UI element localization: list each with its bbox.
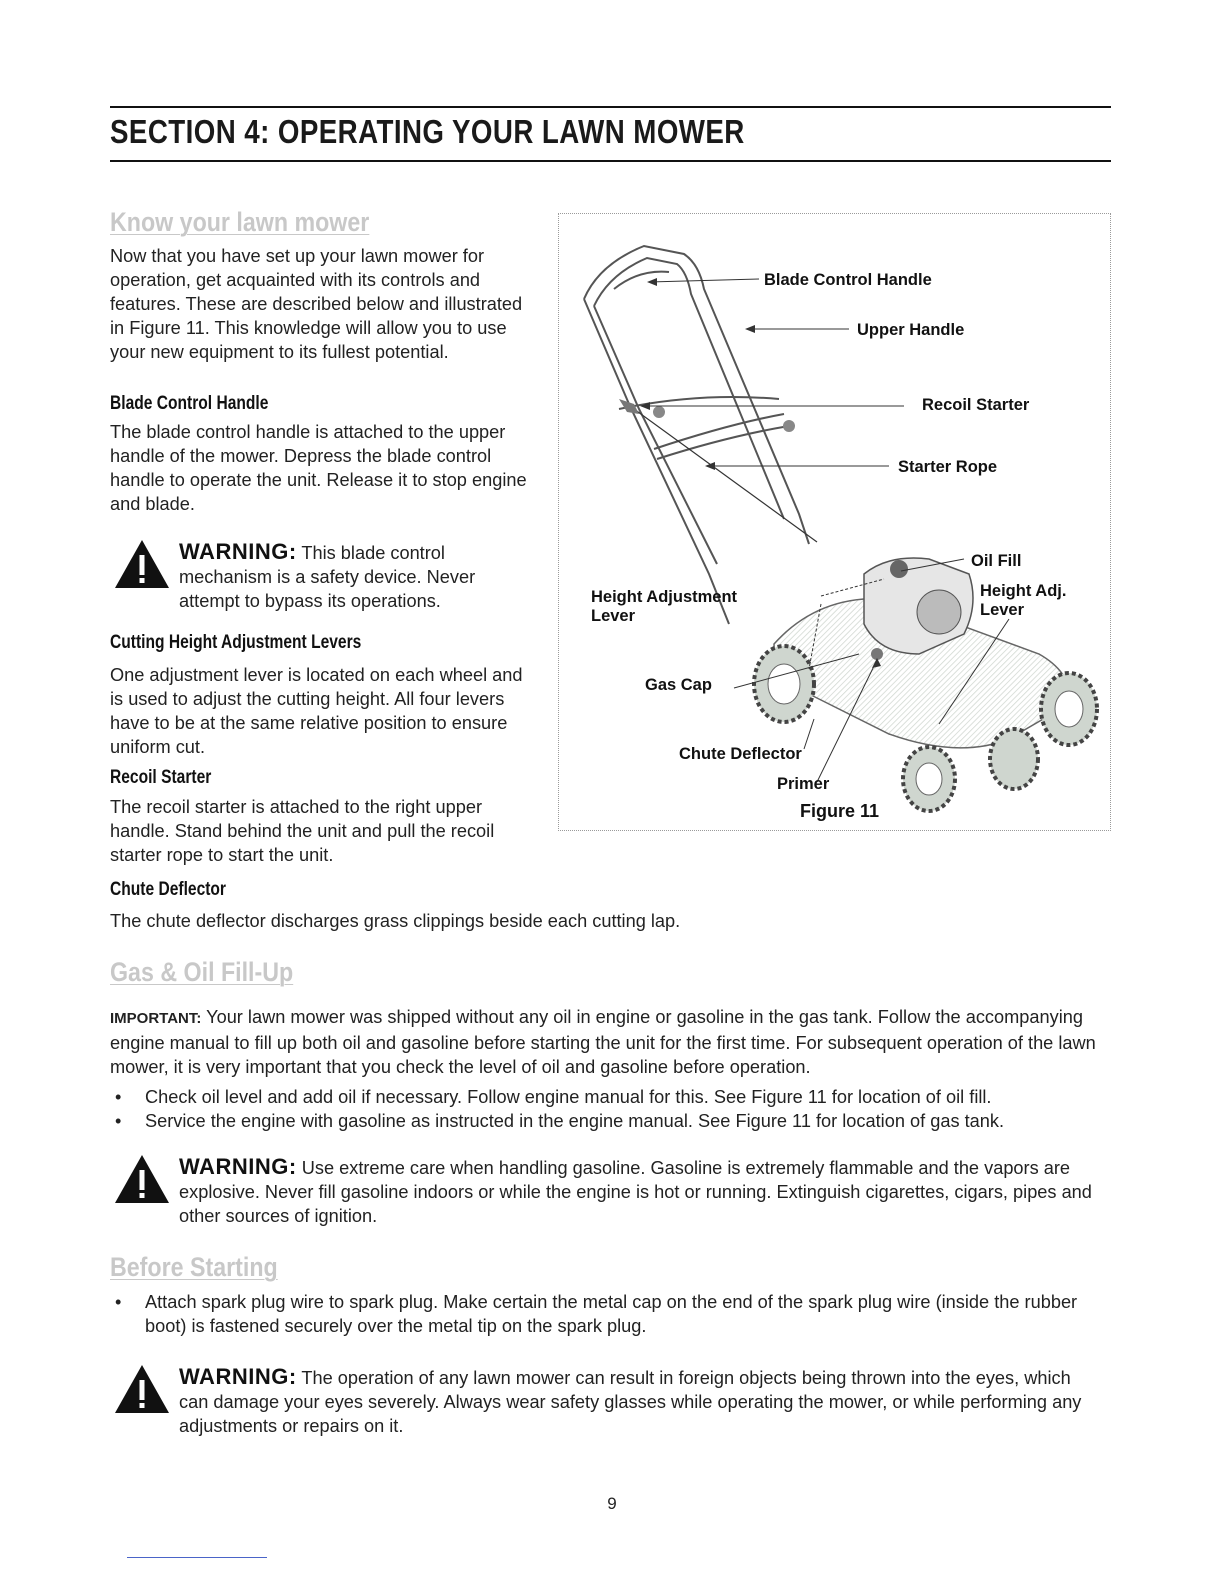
cutting-height-heading: Cutting Height Adjustment Levers (110, 632, 362, 653)
warning-triangle-icon (113, 1363, 171, 1415)
footer-line (127, 1557, 267, 1558)
mower-handle (584, 246, 817, 624)
warning-text: This blade control mechanism is a safety device. Never attempt to bypass its operations. (179, 543, 476, 611)
important-text: Your lawn mower was shipped without any oil in engine or gasoline in the gas tank. Follow the accompanying engine manual to fill up both oil and gasoline before starting the unit for the first time. For subsequent operation of the lawn mower, it is very important that you check the level of oil and gasoline before operation. (110, 1007, 1096, 1077)
warning-keyword: WARNING: (179, 539, 297, 564)
label-chute-deflector: Chute Deflector (679, 745, 802, 763)
warning-triangle-icon (113, 1153, 171, 1205)
warning-triangle-icon (113, 538, 171, 590)
before-bullets (110, 1290, 1090, 1338)
know-intro: Now that you have set up your lawn mower for operation, get acquainted with its controls and features. These are described below and illustrated in Figure 11. This knowledge will allow you to use your new equipment to its fullest potential. (110, 246, 523, 362)
know-heading: Know your lawn mower (110, 207, 370, 237)
warning-blade (113, 538, 533, 618)
title-underline-rule (110, 160, 1111, 162)
warning-keyword: WARNING: (179, 1364, 297, 1389)
label-height-adjustment-lever: Height Adjustment Lever (591, 588, 738, 625)
warning-keyword: WARNING: (179, 1154, 297, 1179)
warning-gasoline (113, 1153, 1108, 1233)
gas-oil-heading: Gas & Oil Fill-Up (110, 957, 294, 987)
blade-control-text: The blade control handle is attached to the upper handle of the mower. Depress the blade control handle to operate the unit. Release it to stop engine and blade. (110, 422, 527, 514)
figure-caption: Figure 11 (800, 801, 880, 821)
label-recoil-starter: Recoil Starter (922, 396, 1030, 414)
list-item: • Check oil level and add oil if necessary. Follow engine manual for this. See Figure 11 for location of oil fill. (115, 1087, 992, 1107)
section-title: SECTION 4: OPERATING YOUR LAWN MOWER (110, 113, 745, 150)
label-upper-handle: Upper Handle (857, 321, 965, 339)
warning-eyes (113, 1363, 1108, 1443)
top-rule (110, 106, 1111, 108)
recoil-starter-text: The recoil starter is attached to the right upper handle. Stand behind the unit and pull the recoil starter rope to start the unit. (110, 797, 495, 865)
list-item: • Attach spark plug wire to spark plug. Make certain the metal cap on the end of the spark plug wire (inside the rubber boot) is fastened securely over the metal tip on the spark plug. (115, 1292, 1078, 1336)
gas-bullets (110, 1085, 1110, 1133)
recoil-starter-heading: Recoil Starter (110, 767, 212, 788)
blade-control-heading: Blade Control Handle (110, 393, 269, 414)
label-starter-rope: Starter Rope (898, 458, 998, 476)
figure-11 (558, 213, 1111, 831)
before-starting-heading: Before Starting (110, 1252, 278, 1282)
cutting-height-text: One adjustment lever is located on each wheel and is used to adjust the cutting height. All four levers have to be at the same relative position to ensure uniform cut. (110, 665, 523, 757)
label-blade-control-handle: Blade Control Handle (764, 271, 932, 289)
important-label: IMPORTANT: (110, 1010, 202, 1027)
page-number: 9 (607, 1494, 617, 1513)
chute-deflector-heading: Chute Deflector (110, 879, 227, 900)
label-height-adj: Height Adj. Lever (980, 582, 1067, 619)
label-oil-fill: Oil Fill (971, 552, 1022, 570)
lawn-mower-illustration (559, 214, 1112, 832)
label-gas-cap: Gas Cap (645, 676, 712, 694)
warning-text: Use extreme care when handling gasoline. Gasoline is extremely flammable and the vapors are explosive. Never fill gasoline indoors or while the engine is hot or running. Extinguish cigarettes, cigars, pipes and other sources of ignition. (179, 1158, 1092, 1226)
important-paragraph (110, 1005, 1110, 1079)
warning-text: The operation of any lawn mower can result in foreign objects being thrown into the eyes, which can damage your eyes severely. Always wear safety glasses while operating the mower, or while performing any adjustments or repairs on it. (179, 1368, 1082, 1436)
chute-deflector-text: The chute deflector discharges grass clippings beside each cutting lap. (110, 911, 681, 931)
label-primer: Primer (777, 775, 830, 793)
list-item: • Service the engine with gasoline as instructed in the engine manual. See Figure 11 for location of gas tank. (115, 1111, 1005, 1131)
